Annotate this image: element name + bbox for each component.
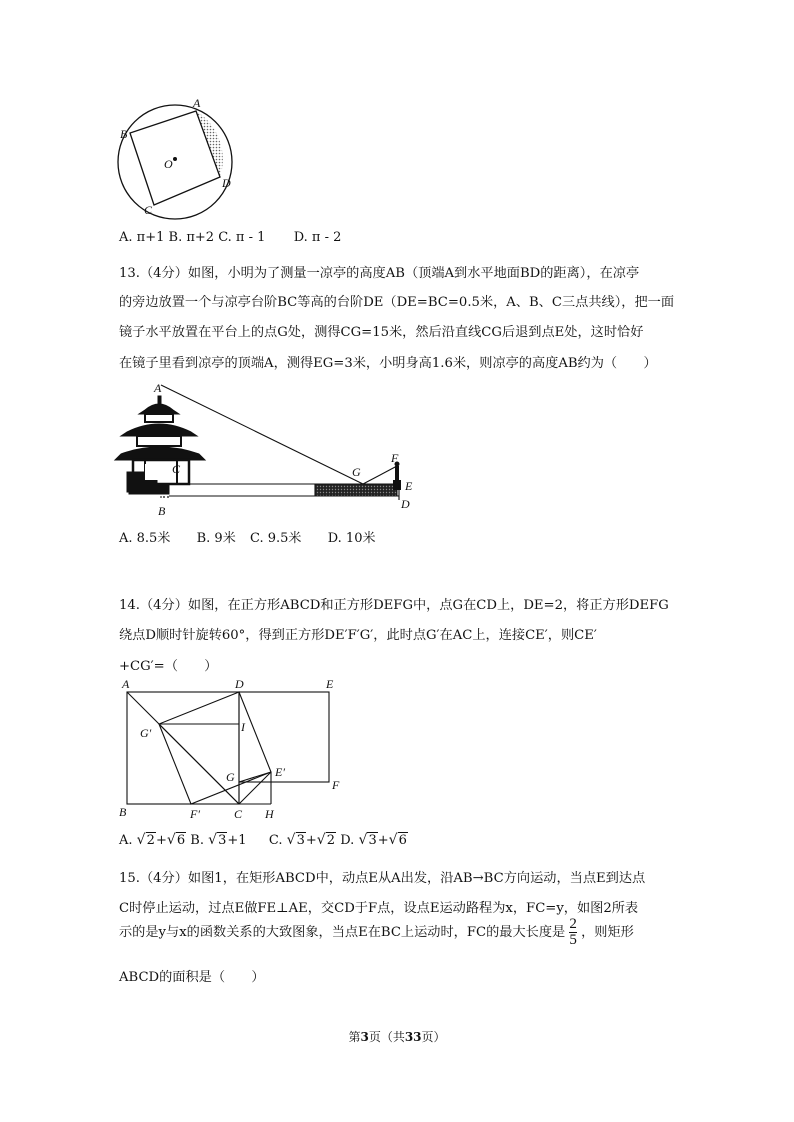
q14-label-d: D (235, 677, 244, 691)
q12-label-c: C (144, 203, 153, 217)
q15-text-line-3 (119, 917, 634, 948)
q14-label-f: F (332, 778, 340, 792)
q13-label-g: G (352, 465, 361, 479)
sqrt-icon: √ 3 (358, 832, 377, 848)
q13-pavilion-figure (115, 380, 415, 518)
q15-frac-den: 5 (569, 932, 577, 948)
q14-label-f-prime: F′ (190, 807, 200, 821)
sqrt-icon: √ 2 (316, 832, 336, 848)
q14-squares-figure (115, 677, 345, 820)
page-number: 3 (360, 1030, 369, 1044)
sqrt-icon: √ 6 (166, 832, 186, 848)
q13-label-b: B (158, 504, 166, 518)
q15-text-line-3-post: ，则矩形 (581, 925, 634, 940)
sqrt-icon: √ 3 (286, 832, 305, 848)
q14-label-g: G (226, 770, 235, 784)
person-icon (393, 462, 401, 491)
sqrt-icon: √ 2 (136, 832, 155, 848)
q14-label-g-prime: G′ (140, 726, 152, 740)
q12-circle-figure (110, 95, 250, 225)
q13-options (119, 531, 375, 547)
q14-text-line-1: 14.（4分）如图，在正方形ABCD和正方形DEFG中，点G在CD上，DE=2，将正方形DEFG (119, 598, 669, 613)
q15-frac-num: 2 (569, 916, 577, 932)
q12-label-a: A (193, 96, 201, 110)
q15-fraction (569, 917, 577, 948)
q12-option-b[interactable]: B. π+2 (168, 230, 215, 245)
q14-option-c[interactable]: C. √ 3+ √ 2 (268, 832, 336, 848)
q12-options (119, 230, 341, 246)
q13-label-a: A (154, 381, 162, 395)
q13-line-gf (363, 466, 397, 484)
q15-text-line-4: ABCD的面积是（ ） (119, 970, 265, 985)
q13-label-c: C (172, 462, 181, 476)
q14-options (119, 833, 408, 849)
q12-label-d: D (222, 176, 231, 190)
sqrt-icon: √ 3 (208, 832, 227, 848)
q13-text-line-3: 镜子水平放置在平台上的点G处，测得CG=15米，然后沿直线CG后退到点E处，这时恰好 (119, 325, 644, 340)
q13-text-line-4: 在镜子里看到凉亭的顶端A，测得EG=3米，小明身高1.6米，则凉亭的高度AB约为（ ） (119, 356, 657, 371)
q13-label-d: D (401, 497, 410, 511)
q13-label-f: F (391, 451, 399, 465)
q12-option-c[interactable]: C. π - 1 (218, 230, 266, 245)
q13-step-de (315, 484, 397, 496)
q14-text-line-3: +CG′=（ ） (119, 659, 218, 674)
q13-text-line-1: 13.（4分）如图，小明为了测量一凉亭的高度AB（顶端A到水平地面BD的距离），在凉亭 (119, 266, 640, 281)
page-footer: 第3页（共33页） (348, 1030, 446, 1044)
q12-label-o: O (164, 157, 173, 171)
sqrt-icon: √ 6 (388, 832, 407, 848)
q14-label-e: E (326, 677, 334, 691)
q14-option-d[interactable]: D. √ 3+ √ 6 (340, 832, 407, 848)
q12-center-dot (173, 157, 177, 161)
q14-label-b: B (119, 805, 127, 819)
q14-label-h: H (265, 807, 274, 821)
q13-option-c[interactable]: C. 9.5米 (249, 531, 302, 546)
q14-text-line-2: 绕点D顺时针旋转60°，得到正方形DE′F′G′，此时点G′在AC上，连接CE′，则CE′ (119, 628, 597, 643)
q14-label-a: A (122, 677, 130, 691)
q15-text-line-3-pre: 示的是y与x的函数关系的大致图象，当点E在BC上运动时，FC的最大长度是 (119, 925, 566, 940)
q12-label-b: B (120, 127, 128, 141)
q14-option-b[interactable]: B. √ 3+1 (190, 832, 247, 848)
page-total: 33 (404, 1030, 422, 1044)
q13-option-d[interactable]: D. 10米 (327, 531, 376, 546)
q13-text-line-2: 的旁边放置一个与凉亭台阶BC等高的台阶DE（DE=BC=0.5米，A、B、C三点共线），把一面 (119, 295, 675, 310)
q13-option-b[interactable]: B. 9米 (196, 531, 236, 546)
q15-text-line-2: C时停止运动，过点E做FE⊥AE，交CD于F点，设点E运动路程为x，FC=y，如图2所表 (119, 901, 639, 916)
q14-option-a[interactable]: A. √ 2+ √ 6 (119, 832, 186, 848)
q14-label-e-prime: E′ (275, 765, 285, 779)
q13-label-e: E (405, 479, 413, 493)
q12-option-a[interactable]: A. π+1 (119, 230, 165, 245)
q14-square-rotated (159, 692, 271, 804)
q12-option-d[interactable]: D. π - 2 (293, 230, 342, 245)
q15-text-line-1: 15.（4分）如图1，在矩形ABCD中，动点E从A出发，沿AB→BC方向运动，当点E到达点 (119, 871, 646, 886)
q14-label-c: C (234, 807, 243, 821)
q14-label-i: I (241, 720, 245, 734)
q13-option-a[interactable]: A. 8.5米 (119, 531, 171, 546)
